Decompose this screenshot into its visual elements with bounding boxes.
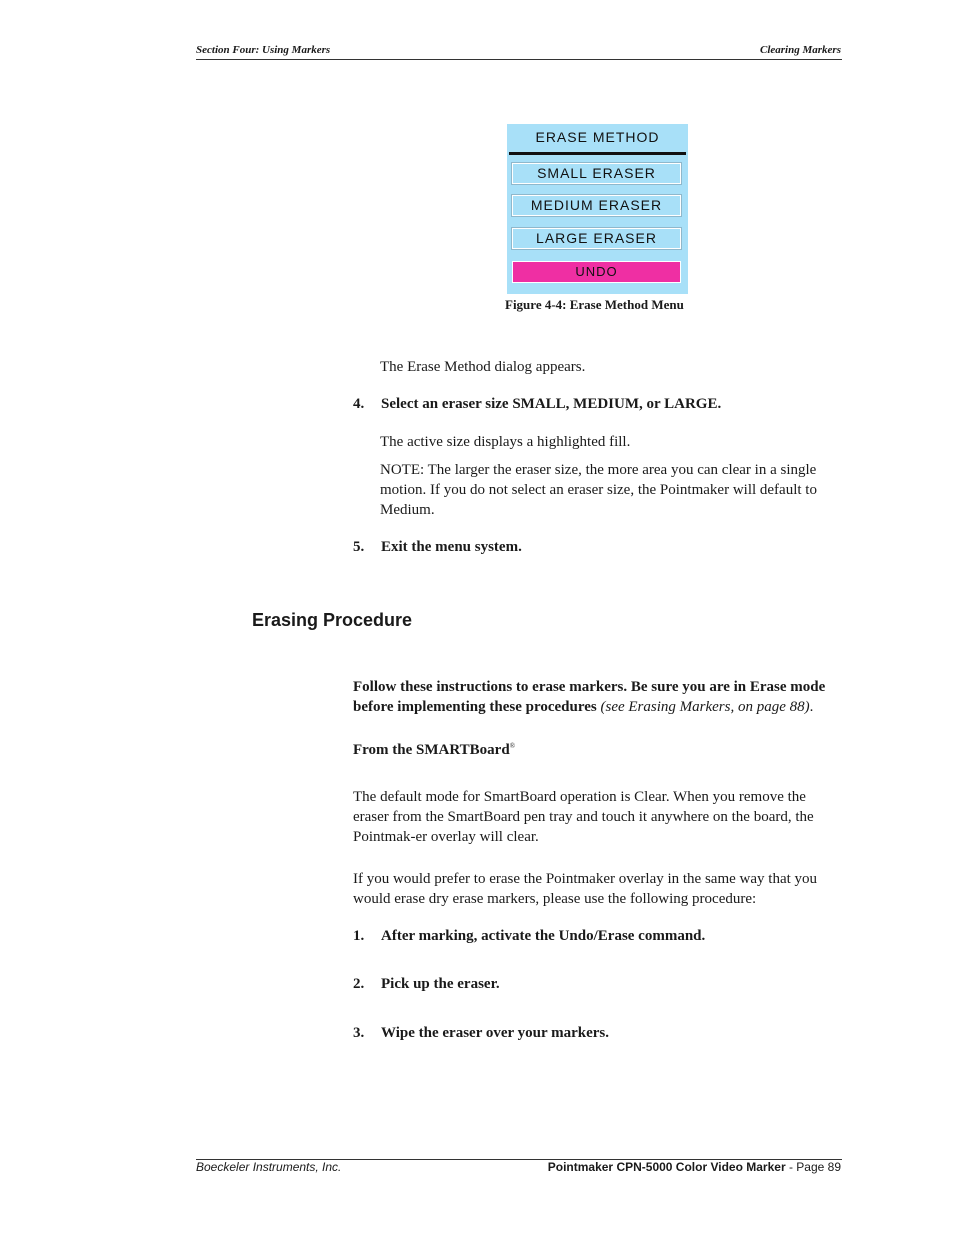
- header-rule: [196, 59, 842, 60]
- step-text: Pick up the eraser.: [381, 976, 500, 992]
- step-text: Wipe the eraser over your markers.: [381, 1025, 610, 1041]
- step-text: After marking, activate the Undo/Erase command.: [381, 928, 706, 944]
- paragraph-default-mode: The default mode for SmartBoard operation is Clear. When you remove the eraser from the SmartBoard pen tray and touch it anywhere on the board, the Pointmak-er overlay will clear.: [353, 789, 814, 845]
- intro-cross-reference[interactable]: (see Erasing Markers, on page 88): [600, 699, 810, 715]
- menu-item-undo[interactable]: UNDO: [512, 261, 681, 283]
- menu-item-medium-eraser[interactable]: MEDIUM ERASER: [512, 195, 681, 216]
- step-number: 2.: [353, 976, 365, 992]
- menu-title: ERASE METHOD: [535, 129, 660, 145]
- step-number: 3.: [353, 1025, 365, 1041]
- paragraph-dialog-appears: The Erase Method dialog appears.: [380, 359, 586, 375]
- registered-mark: ®: [509, 742, 516, 750]
- step-number: 1.: [353, 928, 365, 944]
- footer-product: Pointmaker CPN-5000 Color Video Marker: [547, 1160, 786, 1174]
- section-heading: Erasing Procedure: [252, 610, 413, 630]
- step-text: Select an eraser size SMALL, MEDIUM, or LARGE.: [381, 396, 722, 412]
- step-text: Exit the menu system.: [381, 539, 522, 555]
- paragraph-active-size: The active size displays a highlighted fill.: [380, 434, 631, 450]
- paragraph-erase-preference: If you would prefer to erase the Pointmaker overlay in the same way that you would erase dry erase markers, please use the following procedure:: [353, 871, 818, 907]
- note-paragraph: NOTE: The larger the eraser size, the more area you can clear in a single motion. If you do not select an eraser size, the Pointmaker will default to Medium.: [380, 462, 817, 518]
- intro-bold-text: Follow these instructions to erase markers. Be sure you are in Erase mode before implementing these procedures: [353, 679, 826, 715]
- subheading-text: From the SMARTBoard: [353, 742, 510, 758]
- step-4: [353, 396, 721, 413]
- menu-item-large-eraser[interactable]: LARGE ERASER: [512, 228, 681, 249]
- menu-title-underline: [509, 152, 686, 155]
- footer-company: Boeckeler Instruments, Inc.: [196, 1160, 342, 1174]
- running-header-topic: Clearing Markers: [760, 44, 841, 56]
- menu-item-small-eraser[interactable]: SMALL ERASER: [512, 163, 681, 184]
- intro-period: .: [809, 699, 814, 715]
- subheading-smartboard: [353, 736, 515, 760]
- procedure-step-3: [353, 1025, 609, 1042]
- step-5: [353, 539, 522, 556]
- procedure-step-2: [353, 976, 500, 993]
- footer-page-number: - Page 89: [785, 1160, 841, 1174]
- step-number: 4.: [353, 396, 365, 412]
- figure-caption: Figure 4-4: Erase Method Menu: [505, 297, 684, 312]
- section-intro: [353, 677, 843, 717]
- step-number: 5.: [353, 539, 365, 555]
- procedure-step-1: [353, 928, 705, 945]
- erase-method-menu: [507, 124, 688, 294]
- footer-product-page: [548, 1160, 841, 1174]
- running-header-section: Section Four: Using Markers: [196, 44, 331, 56]
